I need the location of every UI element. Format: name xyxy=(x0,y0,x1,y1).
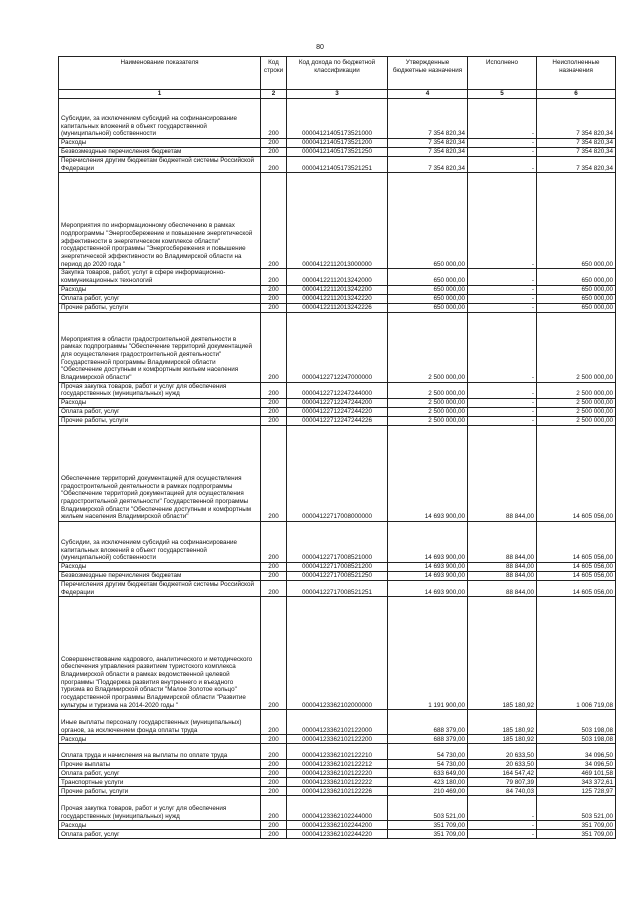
row-name: Расходы xyxy=(59,139,261,148)
row-executed: 84 740,03 xyxy=(468,787,537,796)
row-name: Прочие выплаты xyxy=(59,760,261,769)
row-name: Расходы xyxy=(59,563,261,572)
row-executed: - xyxy=(468,821,537,830)
table-row xyxy=(59,769,616,778)
row-approved: 633 649,00 xyxy=(388,769,468,778)
row-name: Совершенствование кадрового, аналитического и методического обеспечения управления развитием туристского комплекса Владимирской области в рамках ведомственной целевой программы "Поддержка развития внутреннего и въездного туризма во Владимирской области "Малое Золотое кольцо" государственной программы Владимирской области "Развитие культуры и туризма на 2014-2020 годы " xyxy=(59,597,261,710)
table-row xyxy=(59,408,616,417)
row-executed: - xyxy=(468,99,537,139)
row-name: Перечисления другим бюджетам бюджетной системы Российской Федерации xyxy=(59,581,261,597)
row-budget-code: 00004122717008521000 xyxy=(287,522,388,563)
row-name: Транспортные услуги xyxy=(59,778,261,787)
row-executed: - xyxy=(468,157,537,173)
table-row xyxy=(59,312,616,382)
row-line-code: 200 xyxy=(261,787,287,796)
row-approved: 650 000,00 xyxy=(388,173,468,269)
row-executed: - xyxy=(468,796,537,821)
column-number: 2 xyxy=(261,90,287,99)
row-approved: 351 709,00 xyxy=(388,821,468,830)
row-executed: 88 844,00 xyxy=(468,563,537,572)
row-budget-code: 00004123362102122212 xyxy=(287,760,388,769)
row-line-code: 200 xyxy=(261,99,287,139)
row-approved: 54 730,00 xyxy=(388,760,468,769)
row-unexecuted: 2 500 000,00 xyxy=(537,408,616,417)
row-line-code: 200 xyxy=(261,796,287,821)
row-name: Прочая закупка товаров, работ и услуг для обеспечения государственных (муниципальных) нужд xyxy=(59,796,261,821)
column-header-executed: Исполнено xyxy=(468,57,537,90)
row-line-code: 200 xyxy=(261,769,287,778)
row-unexecuted: 34 096,50 xyxy=(537,760,616,769)
row-line-code: 200 xyxy=(261,312,287,382)
row-line-code: 200 xyxy=(261,269,287,285)
row-budget-code: 00004122717008521200 xyxy=(287,563,388,572)
table-header-row xyxy=(59,57,616,90)
table-row xyxy=(59,426,616,522)
row-unexecuted: 650 000,00 xyxy=(537,285,616,294)
row-approved: 54 730,00 xyxy=(388,744,468,760)
table-row xyxy=(59,269,616,285)
row-approved: 688 379,00 xyxy=(388,710,468,735)
column-number: 6 xyxy=(537,90,616,99)
row-line-code: 200 xyxy=(261,285,287,294)
row-unexecuted: 34 096,50 xyxy=(537,744,616,760)
column-number-row xyxy=(59,90,616,99)
row-approved: 7 354 820,34 xyxy=(388,139,468,148)
row-executed: 88 844,00 xyxy=(468,426,537,522)
table-row xyxy=(59,744,616,760)
row-approved: 650 000,00 xyxy=(388,269,468,285)
row-line-code: 200 xyxy=(261,830,287,839)
row-executed: 185 180,92 xyxy=(468,597,537,710)
row-approved: 351 709,00 xyxy=(388,830,468,839)
table-row xyxy=(59,382,616,398)
row-name: Безвозмездные перечисления бюджетам xyxy=(59,148,261,157)
row-executed: 164 547,42 xyxy=(468,769,537,778)
table-row xyxy=(59,563,616,572)
row-unexecuted: 7 354 820,34 xyxy=(537,148,616,157)
row-approved: 7 354 820,34 xyxy=(388,148,468,157)
row-unexecuted: 650 000,00 xyxy=(537,294,616,303)
row-line-code: 200 xyxy=(261,157,287,173)
row-name: Оплата работ, услуг xyxy=(59,408,261,417)
row-approved: 14 693 900,00 xyxy=(388,426,468,522)
row-name: Закупка товаров, работ, услуг в сфере информационно-коммуникационных технологий xyxy=(59,269,261,285)
row-budget-code: 00004121405173521251 xyxy=(287,157,388,173)
row-name: Прочие работы, услуги xyxy=(59,303,261,312)
table-row xyxy=(59,821,616,830)
row-unexecuted: 14 605 056,00 xyxy=(537,581,616,597)
row-budget-code: 00004122717008521251 xyxy=(287,581,388,597)
row-unexecuted: 14 605 056,00 xyxy=(537,426,616,522)
row-name: Мероприятия по информационному обеспечению в рамках подпрограммы "Энергосбережение и повышение энергетической эффективности в энергетическом комплексе области" государственной программы "Энергосбережения и повышение энергетической эффективности во Владимирской области на период до 2020 года " xyxy=(59,173,261,269)
row-approved: 650 000,00 xyxy=(388,303,468,312)
row-name: Субсидии, за исключением субсидий на софинансирование капитальных вложений в объект государственной (муниципальной) собственности xyxy=(59,99,261,139)
table-row xyxy=(59,760,616,769)
row-approved: 503 521,00 xyxy=(388,796,468,821)
row-executed: 79 807,39 xyxy=(468,778,537,787)
row-budget-code: 00004122712247000000 xyxy=(287,312,388,382)
row-approved: 650 000,00 xyxy=(388,294,468,303)
row-executed: - xyxy=(468,303,537,312)
row-name: Оплата работ, услуг xyxy=(59,294,261,303)
table-row xyxy=(59,173,616,269)
row-approved: 14 693 900,00 xyxy=(388,581,468,597)
row-budget-code: 00004122112013000000 xyxy=(287,173,388,269)
row-approved: 2 500 000,00 xyxy=(388,399,468,408)
row-line-code: 200 xyxy=(261,408,287,417)
row-budget-code: 00004122712247244200 xyxy=(287,399,388,408)
table-row xyxy=(59,99,616,139)
row-budget-code: 00004123362102122000 xyxy=(287,710,388,735)
row-line-code: 200 xyxy=(261,522,287,563)
table-row xyxy=(59,303,616,312)
row-budget-code: 00004122717008521250 xyxy=(287,572,388,581)
row-unexecuted: 14 605 056,00 xyxy=(537,522,616,563)
row-line-code: 200 xyxy=(261,148,287,157)
row-name: Прочие работы, услуги xyxy=(59,787,261,796)
table-row xyxy=(59,522,616,563)
row-line-code: 200 xyxy=(261,735,287,744)
row-approved: 650 000,00 xyxy=(388,285,468,294)
column-header-budget-code: Код дохода по бюджетной классификации xyxy=(287,57,388,90)
row-line-code: 200 xyxy=(261,417,287,426)
row-budget-code: 00004123362102122226 xyxy=(287,787,388,796)
row-budget-code: 00004123362102122220 xyxy=(287,769,388,778)
row-line-code: 200 xyxy=(261,778,287,787)
column-header-unexecuted: Неисполненные назначения xyxy=(537,57,616,90)
row-executed: - xyxy=(468,139,537,148)
row-executed: 20 633,50 xyxy=(468,760,537,769)
row-budget-code: 00004123362102244220 xyxy=(287,830,388,839)
row-budget-code: 00004122712247244220 xyxy=(287,408,388,417)
table-row xyxy=(59,778,616,787)
row-line-code: 200 xyxy=(261,563,287,572)
row-name: Прочие работы, услуги xyxy=(59,417,261,426)
row-unexecuted: 2 500 000,00 xyxy=(537,399,616,408)
row-unexecuted: 650 000,00 xyxy=(537,303,616,312)
column-number: 5 xyxy=(468,90,537,99)
table-row xyxy=(59,417,616,426)
column-number: 1 xyxy=(59,90,261,99)
row-approved: 688 379,00 xyxy=(388,735,468,744)
row-approved: 2 500 000,00 xyxy=(388,382,468,398)
row-approved: 210 469,00 xyxy=(388,787,468,796)
row-line-code: 200 xyxy=(261,294,287,303)
row-approved: 14 693 900,00 xyxy=(388,522,468,563)
row-approved: 7 354 820,34 xyxy=(388,99,468,139)
row-executed: - xyxy=(468,417,537,426)
row-line-code: 200 xyxy=(261,760,287,769)
table-row xyxy=(59,735,616,744)
row-executed: 185 180,92 xyxy=(468,710,537,735)
column-header-approved: Утвержденные бюджетные назначения xyxy=(388,57,468,90)
row-executed: - xyxy=(468,312,537,382)
row-budget-code: 00004122112013242220 xyxy=(287,294,388,303)
row-approved: 423 180,00 xyxy=(388,778,468,787)
column-number: 3 xyxy=(287,90,388,99)
row-unexecuted: 2 500 000,00 xyxy=(537,417,616,426)
row-budget-code: 00004123362102122222 xyxy=(287,778,388,787)
row-unexecuted: 351 709,00 xyxy=(537,821,616,830)
row-executed: 185 180,92 xyxy=(468,735,537,744)
row-budget-code: 00004123362102000000 xyxy=(287,597,388,710)
table-row xyxy=(59,294,616,303)
table-row xyxy=(59,148,616,157)
table-row xyxy=(59,399,616,408)
row-unexecuted: 351 709,00 xyxy=(537,830,616,839)
row-unexecuted: 14 605 056,00 xyxy=(537,563,616,572)
row-line-code: 200 xyxy=(261,303,287,312)
page-number: 80 xyxy=(316,44,324,51)
row-unexecuted: 503 198,08 xyxy=(537,735,616,744)
row-name: Оплата работ, услуг xyxy=(59,830,261,839)
row-budget-code: 00004121405173521200 xyxy=(287,139,388,148)
row-approved: 7 354 820,34 xyxy=(388,157,468,173)
row-name: Перечисления другим бюджетам бюджетной системы Российской Федерации xyxy=(59,157,261,173)
row-budget-code: 00004122112013242200 xyxy=(287,285,388,294)
row-budget-code: 00004123362102244000 xyxy=(287,796,388,821)
row-executed: 88 844,00 xyxy=(468,522,537,563)
table-row xyxy=(59,581,616,597)
row-name: Оплата труда и начисления на выплаты по оплате труда xyxy=(59,744,261,760)
row-executed: - xyxy=(468,173,537,269)
table-row xyxy=(59,796,616,821)
row-executed: - xyxy=(468,294,537,303)
row-name: Мероприятия в области градостроительной деятельности в рамках подпрограммы "Обеспечение территорий документацией для осуществления градостроительной деятельности" Государственной программы Владимирской области "Обеспечение доступным и комфортным жильем населения Владимирской области" xyxy=(59,312,261,382)
row-budget-code: 00004122712247244226 xyxy=(287,417,388,426)
row-line-code: 200 xyxy=(261,382,287,398)
row-unexecuted: 503 521,00 xyxy=(537,796,616,821)
row-name: Расходы xyxy=(59,285,261,294)
row-executed: - xyxy=(468,399,537,408)
row-name: Расходы xyxy=(59,821,261,830)
row-name: Безвозмездные перечисления бюджетам xyxy=(59,572,261,581)
row-name: Расходы xyxy=(59,399,261,408)
column-header-name: Наименование показателя xyxy=(59,57,261,90)
row-unexecuted: 7 354 820,34 xyxy=(537,139,616,148)
row-unexecuted: 650 000,00 xyxy=(537,173,616,269)
row-budget-code: 00004123362102244200 xyxy=(287,821,388,830)
table-row xyxy=(59,597,616,710)
row-line-code: 200 xyxy=(261,710,287,735)
row-executed: - xyxy=(468,285,537,294)
row-executed: 88 844,00 xyxy=(468,572,537,581)
row-unexecuted: 1 006 719,08 xyxy=(537,597,616,710)
table-row xyxy=(59,787,616,796)
row-budget-code: 00004121405173521000 xyxy=(287,99,388,139)
row-approved: 1 191 900,00 xyxy=(388,597,468,710)
row-line-code: 200 xyxy=(261,821,287,830)
row-name: Расходы xyxy=(59,735,261,744)
row-unexecuted: 125 728,97 xyxy=(537,787,616,796)
row-name: Иные выплаты персоналу государственных (муниципальных) органов, за исключением фонда оплаты труда xyxy=(59,710,261,735)
table-row xyxy=(59,572,616,581)
row-executed: - xyxy=(468,269,537,285)
row-line-code: 200 xyxy=(261,139,287,148)
row-unexecuted: 503 198,08 xyxy=(537,710,616,735)
row-line-code: 200 xyxy=(261,173,287,269)
row-unexecuted: 650 000,00 xyxy=(537,269,616,285)
row-budget-code: 00004123362102122200 xyxy=(287,735,388,744)
row-line-code: 200 xyxy=(261,572,287,581)
table-row xyxy=(59,157,616,173)
row-name: Прочая закупка товаров, работ и услуг для обеспечения государственных (муниципальных) нужд xyxy=(59,382,261,398)
row-name: Обеспечение территорий документацией для осуществления градостроительной деятельности в рамках подпрограммы "Обеспечение территорий документацией для осуществления градостроительной деятельности" Государственной программы Владимирской области "Обеспечение доступным и комфортным жильем населения Владимирской области" xyxy=(59,426,261,522)
row-line-code: 200 xyxy=(261,426,287,522)
row-line-code: 200 xyxy=(261,744,287,760)
row-name: Оплата работ, услуг xyxy=(59,769,261,778)
row-unexecuted: 7 354 820,34 xyxy=(537,99,616,139)
row-executed: - xyxy=(468,148,537,157)
row-executed: - xyxy=(468,830,537,839)
row-unexecuted: 343 372,61 xyxy=(537,778,616,787)
row-unexecuted: 14 605 056,00 xyxy=(537,572,616,581)
row-approved: 2 500 000,00 xyxy=(388,417,468,426)
row-budget-code: 00004122112013242226 xyxy=(287,303,388,312)
row-executed: 20 633,50 xyxy=(468,744,537,760)
row-name: Субсидии, за исключением субсидий на софинансирование капитальных вложений в объект государственной (муниципальной) собственности xyxy=(59,522,261,563)
column-header-line-code: Код строки xyxy=(261,57,287,90)
table-row xyxy=(59,139,616,148)
row-line-code: 200 xyxy=(261,597,287,710)
budget-execution-table xyxy=(58,56,616,839)
table-row xyxy=(59,710,616,735)
row-budget-code: 00004121405173521250 xyxy=(287,148,388,157)
row-budget-code: 00004122112013242000 xyxy=(287,269,388,285)
row-approved: 2 500 000,00 xyxy=(388,312,468,382)
table-row xyxy=(59,830,616,839)
row-unexecuted: 2 500 000,00 xyxy=(537,382,616,398)
table-row xyxy=(59,285,616,294)
column-number: 4 xyxy=(388,90,468,99)
row-budget-code: 00004122717008000000 xyxy=(287,426,388,522)
row-approved: 2 500 000,00 xyxy=(388,408,468,417)
row-unexecuted: 2 500 000,00 xyxy=(537,312,616,382)
row-executed: - xyxy=(468,382,537,398)
row-budget-code: 00004123362102122210 xyxy=(287,744,388,760)
table-body xyxy=(59,99,616,839)
row-executed: 88 844,00 xyxy=(468,581,537,597)
row-line-code: 200 xyxy=(261,399,287,408)
row-approved: 14 693 900,00 xyxy=(388,572,468,581)
row-line-code: 200 xyxy=(261,581,287,597)
row-executed: - xyxy=(468,408,537,417)
row-unexecuted: 469 101,58 xyxy=(537,769,616,778)
row-approved: 14 693 900,00 xyxy=(388,563,468,572)
row-budget-code: 00004122712247244000 xyxy=(287,382,388,398)
row-unexecuted: 7 354 820,34 xyxy=(537,157,616,173)
